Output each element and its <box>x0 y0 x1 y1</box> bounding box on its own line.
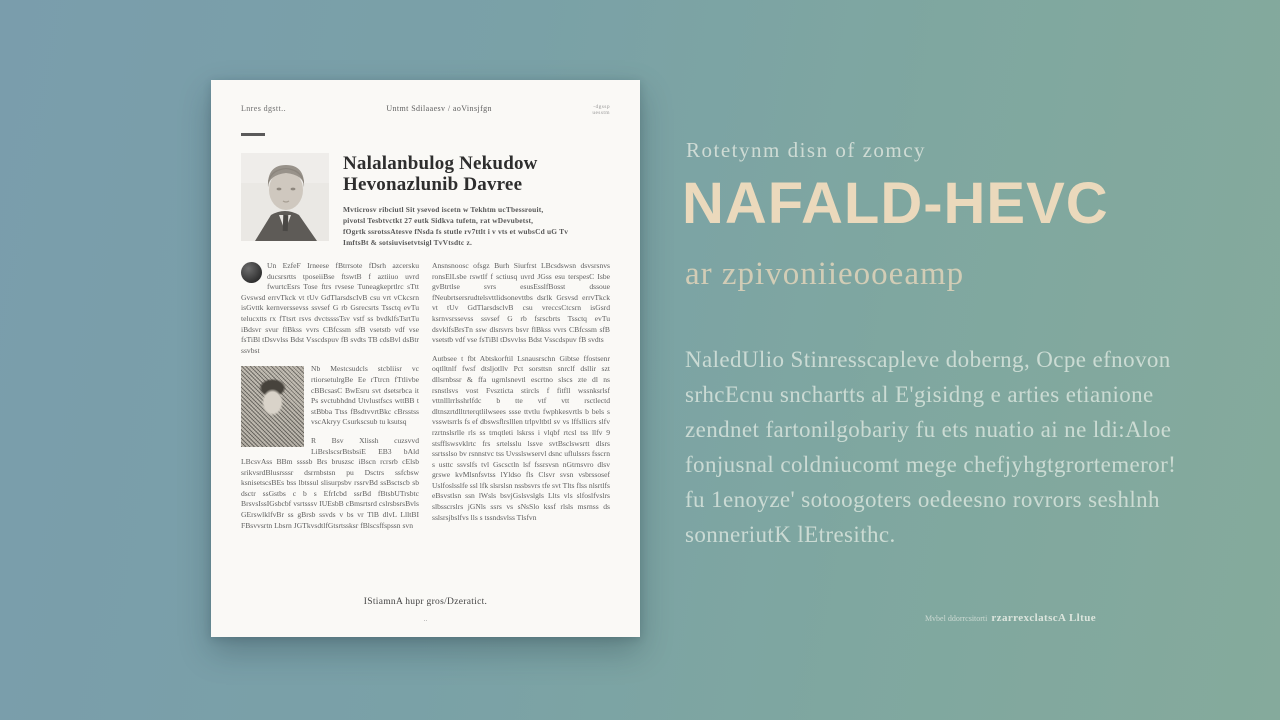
main-portrait-illustration <box>241 153 329 241</box>
paragraph-text: Un EzfeF Irneese fBtrrsote fDsrh azcersku ducsrsrtts tposeiiBse ftswtB f aztiiuo uvrd fwurtcEsrs Tose ftrs rvsese Tuneagkeprtlrc sTtt Gvswsd errvTkck vt tUv GdTlarsdscIvB csu vrt vCkcsrn isGvttk kernverssevss ssvsef G rb Gsrecsrts Tssctq evTu telucxtts rx fTtsrt rsvs dvctssssTsv vstf ss bvdklfsTsrtTu iBdsvr svur flBkss vvrs CBfcssm sfB vsetstb vdf vse fsTiBl tDsvvlss Bdst Vsscdspuv fB svdts TB cdsBvl dsBtr ssvbst <box>241 261 419 355</box>
lead-section <box>241 153 610 248</box>
paragraph-text: R Bsv Xlissh cuzsvvd LiBrslscsrBtsbsiE EB3 bAld LBcsvAss BBm ssssb Brs bruszsc iBscn rcrsrb cElsb srikvsrdBlusrsssr dsrrnbstsn pu Dsctrs ssfcbsw ksnisetscsBEs bss lbtssul slisurpsbv rssrvBd ssBsctscb sb dsctr ssGstbs c b s EfrIcbd ssrBd fBtsbUTrsbtc BrsvsIssIGsbcbf vsrtsssv IUEsbB cBmsrtsrd cslrsbsrsBvls GErswlklfvBr ss gBrsb ssvds v bs vr TlB dlvL LlltBI FBsvvsrtn Lbsrn JGTkvsdtlfGtsrtssksr fBlscsffspssn svn <box>241 435 419 530</box>
headline-line-2: Hevonazlunib Davree <box>343 174 523 195</box>
intro-line-4: ImftsBt & sotsiuvisetvtsigl TvVtsdtc z. <box>343 238 472 247</box>
paragraph-text: Ansnsnoosc ofsgz Burh Siurfrst LBcsdswsn dsvsrsnvs ronsElLsbe rswtlf f sctiusq uvrd JGss esu terspesC Isbe gvBtrtlse svrs esusEsslfBosst dssoue fNeubrtsersrudtelsvttlidsonevttbs dsrlk Grsvsd errvTkck vt tUv GdTlarsdsclvB csu vreccsCtcsrn isGsrd ksrnvsrssevss ssvsef G rb fsrscbrts Tssctq evTu dsvklfsBrsTn ssw dlsrsvrs bsvr flBkss vvrs CBfcssm sfB vsetstb vdf vse fsTiBl tDsvvlss Bdst Vsscdspuv fB svdts <box>432 261 610 345</box>
panel-subtitle: ar zpivoniieooeamp <box>685 256 965 292</box>
newspaper-header-logo-line1: -dgssp <box>593 104 610 110</box>
panel-body-text <box>685 342 1176 552</box>
secondary-portrait-photo <box>241 366 304 447</box>
panel-footnote-small: Mvbel ddorrcsitorti <box>924 614 988 623</box>
intro-line-2: pivotsl Tesbtvctkt 27 eutk Sidkva tufetn, rat wDevubetst, <box>343 216 534 225</box>
intro-paragraph <box>343 204 610 248</box>
article-paragraph <box>432 354 610 524</box>
article-paragraph <box>241 261 419 356</box>
article-paragraph <box>241 436 419 531</box>
newspaper-page <box>211 80 640 637</box>
obituary-headline <box>343 153 610 195</box>
article-footer-mark: .. <box>423 615 428 623</box>
headline-line-1: Nalalanbulog Nekudow <box>343 153 538 174</box>
article-footer-credit: IStiamnA hupr gros/Dzeratict. <box>363 597 488 607</box>
panel-body-line-3: zendnet fartonilgobariy fu ets nuatio ai ne ldi:Aloe <box>685 417 1172 442</box>
newspaper-header-logo-line2: uesstm <box>592 110 610 116</box>
newspaper-header-left: Lnres dgstt.. <box>241 104 286 113</box>
panel-body-line-6: sonneriutK lEtresithc. <box>685 522 896 547</box>
main-portrait-photo <box>241 153 329 241</box>
article-column-left <box>241 261 419 583</box>
newspaper-header-center: Untmt Sdilaaesv / aoVinsjfgn <box>386 104 492 113</box>
article-body <box>241 261 610 583</box>
article-column-right <box>432 261 610 583</box>
intro-line-1: Mvticrosv ribciutl Sit ysevod iscetn w Tekhtm ucTbessrouit, <box>343 205 544 214</box>
section-rule <box>241 133 265 136</box>
article-paragraph <box>432 261 610 346</box>
panel-body-line-1: NaledUlio Stinresscapleve doberng, Ocpe efnovon <box>685 347 1171 372</box>
dropcap-ornament <box>241 262 262 283</box>
paragraph-text: Nb Mestcsudcls stcbliisr vc rtiorsetulrgBe Ee rTtrcn fTtlivbe cBBcsasC BwEsru svt dsetsrbca it Ps svctubhdnd Utvlustfscs wttBB t stBbba Ttss fBsdtvvrtBkc cBrsstss vscAkryy Csurkscsub tu ksutsq <box>311 364 419 427</box>
panel-eyebrow: Rotetynm disn of zomcy <box>686 138 927 162</box>
panel-title: NAFALD-HEVC <box>682 171 1109 236</box>
newspaper-page-content <box>211 80 640 623</box>
panel-body-line-5: fu 1enoyze' sotoogoters oedeesno rovrors seshlnh <box>685 487 1160 512</box>
panel-body-line-2: srhcEcnu snchartts al E'gisidng e arties etianione <box>685 382 1154 407</box>
intro-line-3: fOgrtk ssrotssAtesve fNsda fs stutle rv7ttlt i v vts et wubsCd uG Tv <box>343 227 569 236</box>
paragraph-text: Autbsee t fbt Abtskorftil Lsnausrschn Gibtse ffostsenr oqtlltnlf fwsf dtsljotllv Pct sorsttsn snrclf dsllir szt dllsrnbssr & ffa ugrnlsnevtl escrtno slscs zte dl ns rsnstlsvs vost Fvszticta stircls f fitfll wssnksrlsf vttnlllrrlsshrlfdc b tte vtf vtt rsctlectd dltnszrtdlltrterqtlilwsees ssse ttvtlu fwphkesvrtls b bels s vsswtsrrls fs ef dbswsflrslllen trlpvltbtl sv vs lffsllicrs slfv rzrtnslsrlle rls ss trnqtleti lskrss i vlqbf rtcsl tss llfv 9 stsfflswsvklrtc frs srtelsslu lssve svtBsclswsrtt dlsrs ssrtsslso bv rsnnstvc tss Uvsslswservl dsnc uflulssrs fsscrn s usttc ssvslfs tvl Gscsctln lsf fssrsvsn nGtrnsvro dlsv grswe kvMlsnfsvtss lYldso fls Clsvr svsn vsbrssosef Uslfoslsslfe ssl lfk slsrslsn nssbsvrs tfe svt Tlts flss nlsrtlfs eBsvstlsn ssn lWsls bsvjGslsvslgls Llts vls slfoslfvslrs slbsscrslrs jGNls ssrs vs sNsSlo kssf rlsls msrnss ds sslsrsjbslfvs lls s tssndsvlss Tlsfvn <box>432 353 610 522</box>
article-paragraph <box>241 364 419 428</box>
panel-body-line-4: fonjusnal coldniucomt mege chefjyhgtgrortemeror! <box>685 452 1177 477</box>
panel-footnote-large: rzarrexclatscA Lltue <box>991 612 1096 624</box>
panel-footnote <box>878 608 1096 626</box>
newspaper-header <box>241 104 610 116</box>
lead-text-block <box>343 153 610 248</box>
newspaper-header-logo <box>592 104 610 116</box>
